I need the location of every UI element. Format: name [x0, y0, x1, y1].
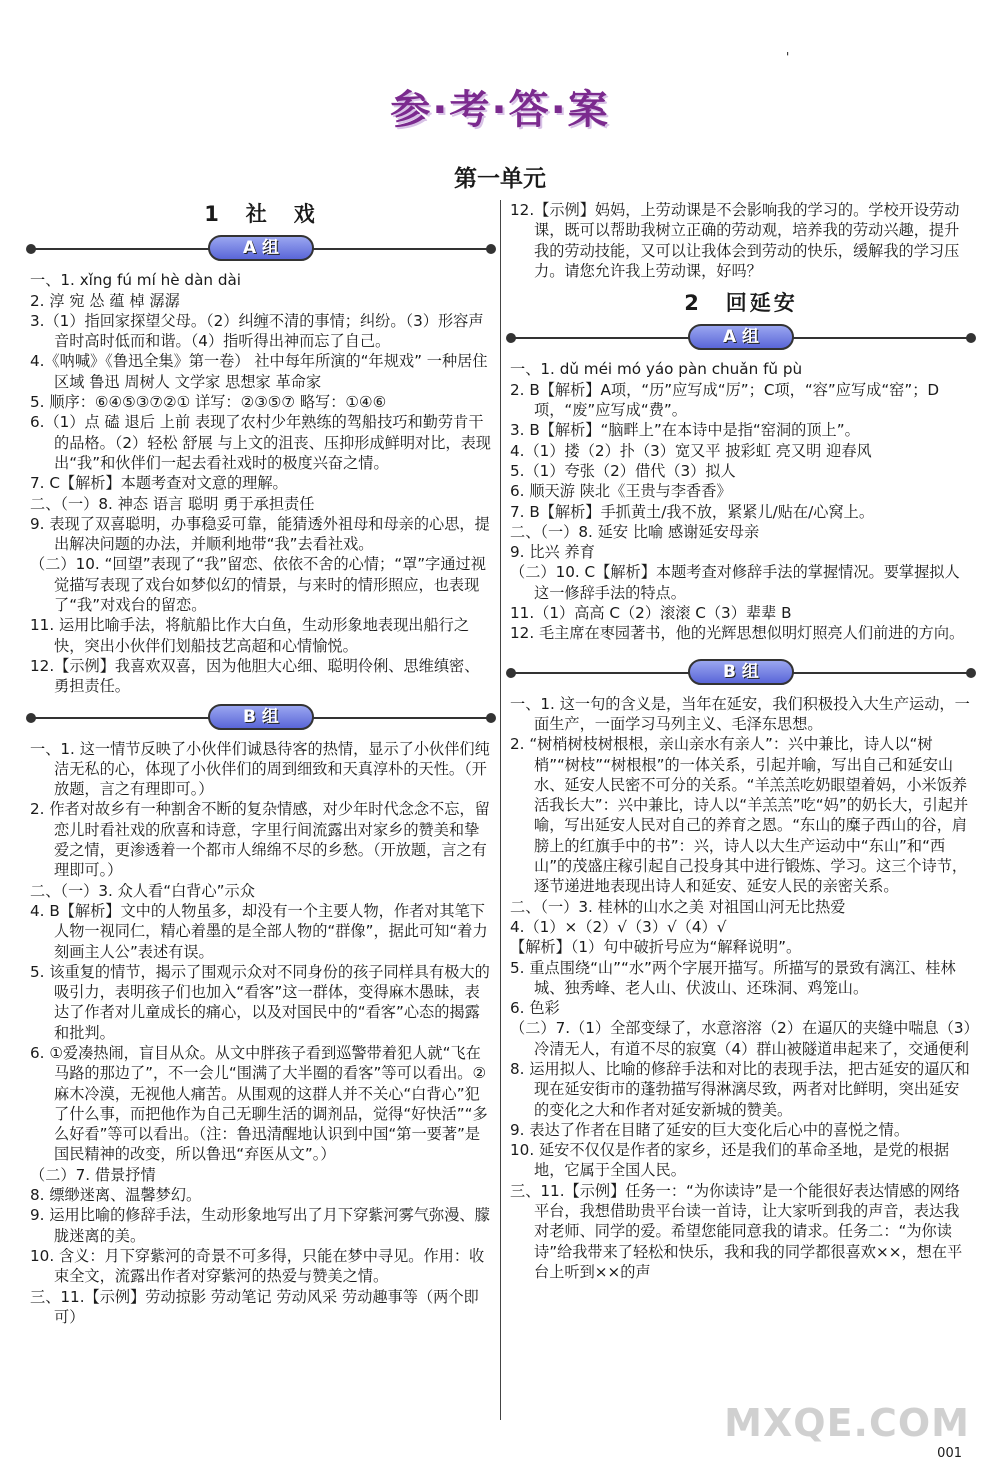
answer-item: 12.【示例】妈妈，上劳动课是不会影响我的学习的。学校开设劳动课，既可以帮助我树立正确的劳动观，培养我的劳动兴趣，提升我的劳动技能，又可以让我体会到劳动的快乐，缓解我的学习压力。请您允许我上劳动课，好吗？ [510, 201, 960, 280]
answer-item: 4.《呐喊》《鲁迅全集》第一卷） 社中每年所演的“年规戏” 一种居住区域 鲁迅 周树人 文学家 思想家 革命家 [30, 352, 488, 391]
answer-item: 2. “树梢树枝树根根，亲山亲水有亲人”：兴中兼比，诗人以“树梢”“树枝”“树根根”的一体关系，引起并喻，写出自己和延安山水、延安人民密不可分的关系。“羊羔羔吃奶眼望着妈，小米饭养活我长大”：兴中兼比，诗人以“羊羔羔”吃“妈”的奶长大，引起并喻，写出延安人民对自己的养育之恩。“东山的糜子西山的谷，肩膀上的红旗手中的书”：兴，诗人以大生产运动中“东山”和“西山”的茂盛庄稼引起自己投身其中进行锻炼、学习。这三个诗节，逐节递进地表现出诗人和延安、延安人民的亲密关系。 [510, 735, 969, 896]
answer-item: 三、11.【示例】任务一：“为你读诗”是一个能很好表达情感的网络平台，我想借助贵平台读一首诗，让大家听到我的声音，表达我对老师、同学的爱。希望您能同意我的请求。任务二：“为你读诗”给我带来了轻松和快乐，我和我的同学都很喜欢××，想在平台上听到××的声 [510, 1181, 963, 1281]
bar-dot-icon [506, 333, 516, 343]
lesson-title-2: 2 回延安 [684, 291, 798, 316]
answer-item: 8. 缥缈迷离、温馨梦幻。 [30, 1186, 202, 1205]
answer-item: 3. B【解析】“脑畔上”在本诗中是指“窑洞的顶上”。 [510, 421, 860, 440]
answer-item: 9. 比兴 养育 [510, 543, 595, 562]
answer-item: 5. 重点围绕“山”“水”两个字展开描写。所描写的景致有漓江、桂林城、独秀峰、老人山、伏波山、还珠洞、鸡笼山。 [510, 958, 956, 997]
answer-item: 4. B【解析】文中的人物虽多，却没有一个主要人物，作者对其笔下人物一视同仁，精心着墨的是全部人物的“群像”，据此可知“着力刻画主人公”表述有误。 [30, 901, 488, 961]
answer-item: 5.（1）夸张（2）借代（3）拟人 [510, 461, 736, 480]
answer-item: 三、11.【示例】劳动掠影 劳动笔记 劳动风采 劳动趣事等（两个即可） [30, 1287, 479, 1326]
answer-item: 6. ①爱凑热闹，盲目从众。从文中胖孩子看到巡警带着犯人就“飞在马路的那边了”，不一会儿“围满了大半圈的看客”等可以看出。②麻木冷漠，无视他人痛苦。从围观的这群人并不关心“白背心”犯了什么事，而把他作为自己无聊生活的调剂品，觉得“好快活”“多么好看”等可以看出。（注：鲁迅清醒地认识到中国“第一要著”是国民精神的改变，所以鲁迅“弃医从文”。） [30, 1043, 488, 1164]
group-a-label: A 组 [688, 324, 794, 350]
answer-item: （二）10. C【解析】本题考查对修辞手法的掌握情况。要掌握拟人这一修辞手法的特点。 [510, 563, 960, 602]
answer-item: 二、（一）3. 桂林的山水之美 对祖国山河无比热爱 [510, 897, 846, 916]
right-a-answers [510, 359, 972, 643]
answer-item: 2. 淳 宛 怂 蕴 棹 潺潺 [30, 291, 180, 310]
lesson-title-1: 1 社 戏 [204, 202, 318, 226]
left-b-answers [30, 739, 492, 1328]
page-number: 001 [937, 1446, 962, 1461]
answer-item: 10. 含义：月下穿紫河的奇景不可多得，只能在梦中寻见。作用：收束全文，流露出作者对穿紫河的热爱与赞美之情。 [30, 1246, 485, 1286]
watermark: MXQE.COM [724, 1401, 970, 1445]
answer-item: 6. 顺天游 陕北《王贵与李香香》 [510, 482, 732, 501]
answer-item: 4.（1）搂（2）扑（3）宽又平 披彩虹 亮又明 迎春风 [510, 441, 872, 460]
answer-item: 10. 延安不仅仅是作者的家乡，还是我们的革命圣地，是党的根据地，它属于全国人民。 [510, 1141, 950, 1180]
bar-dot-icon [966, 668, 976, 678]
unit-title: 第一单元 [454, 166, 546, 192]
left-a-answers [30, 270, 492, 696]
answer-item: 2. 作者对故乡有一种割舍不断的复杂情感，对少年时代念念不忘，留恋儿时看社戏的欣喜和诗意，字里行间流露出对家乡的赞美和挚爱之情，更渗透着一个都市人绵绵不尽的乡愁。（开放题，言之有理即可。） [30, 800, 490, 880]
page-title-text: 参·考·答·案 [390, 87, 610, 133]
group-b-label: B 组 [688, 659, 794, 685]
answer-item: 7. C【解析】本题考查对文意的理解。 [30, 474, 288, 493]
answer-item: 一、1. 这一句的含义是，当年在延安，我们积极投入大生产运动，一面生产，一面学习马列主义、毛泽东思想。 [510, 694, 970, 733]
answer-item: 2. B【解析】A项，“历”应写成“厉”；C项，“容”应写成“窑”；D项，“废”应写成“费”。 [510, 380, 940, 420]
answer-item: 9. 表达了作者在目睹了延安的巨大变化后心中的喜悦之情。 [510, 1120, 910, 1139]
answer-item: 9. 表现了双喜聪明，办事稳妥可靠，能猜透外祖母和母亲的心思，提出解决问题的办法，并顺利地带“我”去看社戏。 [30, 514, 490, 554]
answer-item: 12.【示例】我喜欢双喜，因为他胆大心细、聪明伶俐、思维缜密、勇担责任。 [30, 656, 480, 696]
bar-dot-icon [966, 333, 976, 343]
answer-item: 8. 运用拟人、比喻的修辞手法和对比的表现手法，把古延安的逼仄和现在延安街市的蓬勃描写得淋漓尽致，两者对比鲜明，突出延安的变化之大和作者对延安新城的赞美。 [510, 1059, 970, 1119]
left-column [30, 200, 492, 1327]
answer-item: 6. 色彩 [510, 999, 560, 1018]
bar-dot-icon [26, 244, 36, 254]
bar-dot-icon [26, 713, 36, 723]
answer-item: 【解析】（1）句中破折号应为“解释说明”。 [510, 938, 802, 957]
bar-dot-icon [486, 713, 496, 723]
answer-item: 二、（一）8. 延安 比喻 感谢延安母亲 [510, 522, 760, 541]
corner-mark: ' [786, 50, 790, 64]
right-b-answers [510, 694, 972, 1283]
column-divider [500, 200, 501, 1420]
group-b-bar [510, 658, 972, 688]
answer-item: 3.（1）指回家探望父母。（2）纠缠不清的事情；纠纷。（3）形容声音时高时低而和谐。（4）指听得出神而忘了自己。 [30, 311, 484, 351]
answer-item: 11. 运用比喻手法，将航船比作大白鱼，生动形象地表现出船行之快，突出小伙伴们划船技艺高超和心情愉悦。 [30, 616, 470, 655]
answer-item: 二、（一）8. 神态 语言 聪明 勇于承担责任 [30, 494, 315, 513]
answer-item: 7. B【解析】手抓黄土/我不放，紧紧儿/贴在/心窝上。 [510, 502, 875, 521]
group-a-label: A 组 [208, 235, 314, 261]
answer-item: （二）10. “回望”表现了“我”留恋、依依不舍的心情；“罩”字通过视觉描写表现了戏台如梦似幻的情景，与来时的情形照应，也表现了“我”对戏台的留恋。 [30, 555, 486, 615]
answer-item: （二）7. 借景抒情 [30, 1165, 156, 1184]
answer-item: 一、1. xǐng fú mí hè dàn dài [30, 271, 242, 290]
bar-dot-icon [506, 668, 516, 678]
answer-item: 4.（1）×（2）√（3）√（4）√ [510, 917, 727, 936]
answer-item: （二）7.（1）全部变绿了，水意溶溶（2）在逼仄的夹缝中喘息（3）冷清无人，有道不尽的寂寞（4）群山被隧道串起来了，交通便利 [510, 1019, 972, 1058]
group-a-bar [30, 234, 492, 264]
answer-item: 一、1. dǔ méi mó yáo pàn chuǎn fǔ pù [510, 360, 803, 379]
answer-item: 5. 该重复的情节，揭示了围观示众对不同身份的孩子同样具有极大的吸引力，表明孩子们也加入“看客”这一群体，变得麻木愚昧，表达了作者对儿童成长的痛心，以及对国民中的“看客”心态的揭露和批判。 [30, 962, 490, 1042]
group-b-bar [30, 703, 492, 733]
answer-item: 9. 运用比喻的修辞手法，生动形象地写出了月下穿紫河雾气弥漫、朦胧迷离的美。 [30, 1206, 490, 1245]
answer-item: 二、（一）3. 众人看“白背心”示众 [30, 881, 255, 900]
page-title [0, 78, 1000, 135]
answer-item: 6.（1）点 磕 退后 上前 表现了农村少年熟练的驾船技巧和勤劳肯干的品格。（2）轻松 舒展 与上文的沮丧、压抑形成鲜明对比，表现出“我”和伙伴们一起去看社戏时的极度兴奋之情。 [30, 413, 491, 472]
bar-dot-icon [486, 244, 496, 254]
group-a-bar [510, 323, 972, 353]
right-column [510, 200, 972, 1282]
answer-item: 5. 顺序：⑥④⑤③⑦②① 详写：②③⑤⑦ 略写：①④⑥ [30, 393, 387, 412]
group-b-label: B 组 [208, 704, 314, 730]
answer-item: 11.（1）高高 C（2）滚滚 C（3）辈辈 B [510, 604, 792, 623]
answer-item: 一、1. 这一情节反映了小伙伴们诚恳待客的热情，显示了小伙伴们纯洁无私的心，体现了小伙伴们的周到细致和天真淳朴的天性。（开放题，言之有理即可。） [30, 739, 490, 799]
answer-item: 12. 毛主席在枣园著书，他的光辉思想似明灯照亮人们前进的方向。 [510, 624, 965, 643]
